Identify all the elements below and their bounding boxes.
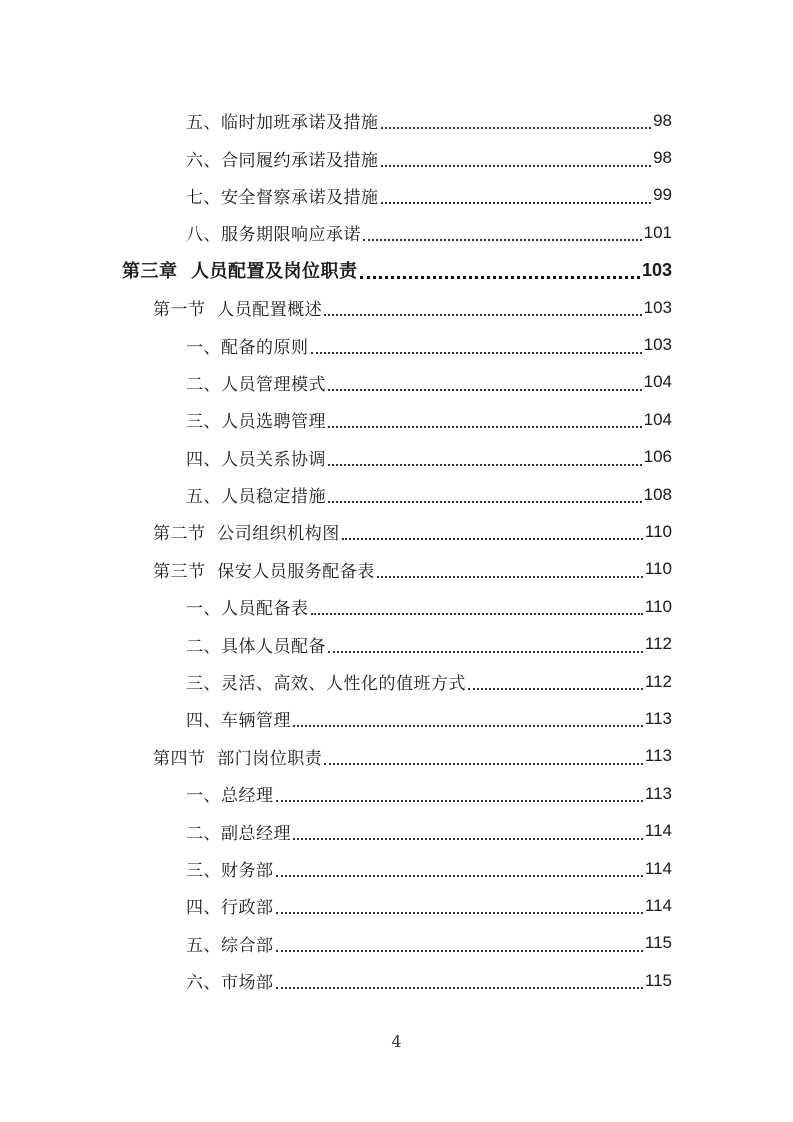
toc-entry-page: 113 (644, 708, 672, 728)
toc-entry-title: 三、人员选聘管理 (186, 412, 326, 433)
toc-entry-title: 七、安全督察承诺及措施 (186, 187, 379, 208)
toc-dot-leader (328, 388, 642, 391)
toc-entry-title: 四、人员关系协调 (186, 449, 326, 470)
toc-entry[interactable] (0, 401, 793, 438)
toc-dot-leader (328, 500, 642, 503)
toc-entry[interactable] (0, 700, 793, 737)
toc-entry-page: 114 (644, 821, 672, 841)
toc-entry-title: 六、市场部 (186, 973, 274, 994)
page-number: 4 (391, 1032, 402, 1051)
toc-entry-title: 三、灵活、高效、人性化的值班方式 (186, 674, 466, 695)
toc-entry[interactable] (0, 588, 793, 625)
toc-entry-page: 113 (644, 783, 672, 803)
toc-entry-title: 一、配备的原则 (186, 337, 309, 358)
toc-entry-title: 四、车辆管理 (186, 711, 291, 732)
toc-entry[interactable] (0, 775, 793, 812)
toc-entry-page: 112 (644, 671, 672, 691)
toc-entry-page: 114 (644, 895, 672, 915)
toc-dot-leader (311, 612, 643, 615)
toc-entry[interactable] (0, 925, 793, 962)
toc-dot-leader (293, 724, 643, 727)
toc-entry-title: 五、人员稳定措施 (186, 487, 326, 508)
toc-dot-leader (468, 687, 643, 690)
toc-entry-page: 108 (643, 484, 672, 504)
toc-entry-page: 112 (644, 634, 672, 654)
toc-dot-leader (293, 837, 643, 840)
toc-dot-leader (276, 986, 643, 989)
toc-entry-page: 98 (653, 148, 672, 168)
toc-entry-page: 98 (653, 110, 672, 130)
toc-entry-title: 六、合同履约承诺及措施 (186, 150, 379, 171)
toc-dot-leader (276, 911, 643, 914)
toc-entry-title: 八、服务期限响应承诺 (186, 225, 361, 246)
toc-entry-page: 103 (643, 297, 672, 317)
toc-dot-leader (328, 650, 643, 653)
toc-dot-leader (324, 313, 641, 316)
toc-entry-title: 第二节 公司组织机构图 (153, 524, 340, 545)
toc-dot-leader (328, 463, 642, 466)
toc-entry[interactable] (0, 214, 793, 251)
toc-dot-leader (276, 874, 643, 877)
toc-dot-leader (363, 238, 642, 241)
toc-entry-page: 110 (644, 596, 672, 616)
toc-entry[interactable] (0, 326, 793, 363)
toc-entry-page: 110 (644, 559, 672, 579)
toc-entry-title: 一、总经理 (186, 786, 274, 807)
toc-entry-title: 第四节 部门岗位职责 (153, 748, 323, 769)
toc-entry[interactable] (0, 551, 793, 588)
toc-entry-page: 106 (643, 447, 672, 467)
toc-entry[interactable] (0, 139, 793, 176)
toc-dot-leader (276, 949, 643, 952)
toc-dot-leader (381, 126, 652, 129)
toc-entry-title: 二、具体人员配备 (186, 636, 326, 657)
toc-entry[interactable] (0, 439, 793, 476)
toc-entry-page: 104 (643, 372, 672, 392)
toc-entry-page: 115 (644, 970, 672, 990)
toc-dot-leader (381, 164, 652, 167)
toc-entry-title: 四、行政部 (186, 898, 274, 919)
toc-entry[interactable] (0, 102, 793, 139)
table-of-contents (0, 102, 793, 999)
toc-dot-leader (342, 537, 643, 540)
toc-entry-title: 第三节 保安人员服务配备表 (153, 561, 375, 582)
toc-entry[interactable] (0, 513, 793, 550)
toc-dot-leader (311, 351, 642, 354)
toc-entry[interactable] (0, 364, 793, 401)
toc-dot-leader (360, 275, 640, 279)
toc-entry-title: 五、临时加班承诺及措施 (186, 113, 379, 134)
toc-entry[interactable] (0, 289, 793, 326)
toc-entry[interactable] (0, 476, 793, 513)
toc-entry[interactable] (0, 252, 793, 289)
toc-entry[interactable] (0, 812, 793, 849)
toc-entry[interactable] (0, 738, 793, 775)
toc-entry[interactable] (0, 962, 793, 999)
toc-entry-page: 101 (643, 222, 672, 242)
toc-entry-title: 二、人员管理模式 (186, 374, 326, 395)
toc-entry-page: 104 (643, 409, 672, 429)
toc-entry[interactable] (0, 850, 793, 887)
toc-entry-title: 五、综合部 (186, 935, 274, 956)
toc-dot-leader (324, 762, 643, 765)
toc-entry-title: 三、财务部 (186, 861, 274, 881)
toc-dot-leader (276, 799, 643, 802)
toc-dot-leader (381, 201, 652, 204)
toc-entry[interactable] (0, 177, 793, 214)
toc-entry-page: 99 (653, 185, 672, 205)
toc-entry-page: 113 (644, 746, 672, 766)
toc-entry[interactable] (0, 663, 793, 700)
toc-entry-title: 二、副总经理 (186, 823, 291, 844)
toc-entry[interactable] (0, 887, 793, 924)
toc-entry-page: 114 (644, 858, 672, 878)
toc-entry-title: 一、人员配备表 (186, 599, 309, 620)
toc-entry-title: 第一节 人员配置概述 (153, 300, 323, 321)
toc-dot-leader (377, 575, 643, 578)
toc-entry-page: 110 (644, 521, 672, 541)
toc-entry-page: 115 (644, 933, 672, 953)
toc-entry-page: 103 (641, 259, 672, 280)
toc-entry-title: 第三章 人员配置及岗位职责 (122, 261, 358, 283)
toc-dot-leader (328, 425, 642, 428)
toc-entry[interactable] (0, 625, 793, 662)
toc-entry-page: 103 (643, 335, 672, 355)
